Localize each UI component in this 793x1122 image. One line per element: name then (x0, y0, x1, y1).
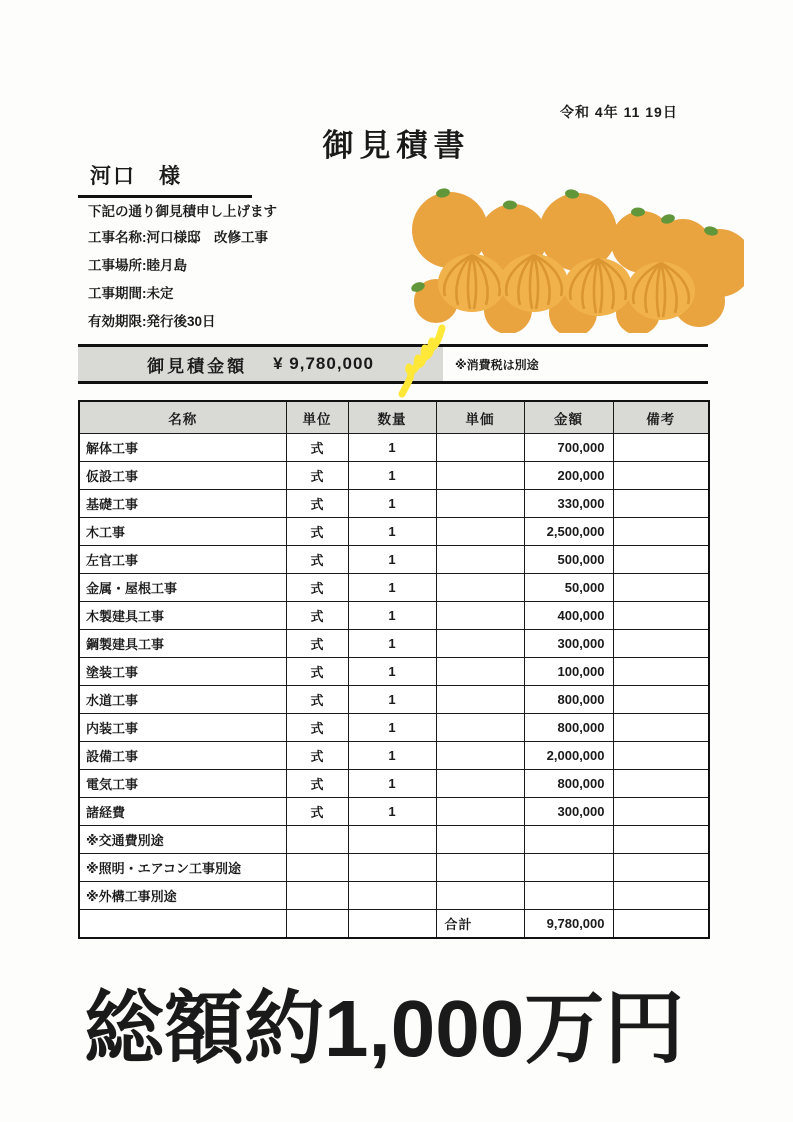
table-cell (613, 882, 709, 910)
table-cell: 式 (286, 462, 348, 490)
table-cell: 1 (348, 574, 436, 602)
table-cell (436, 602, 524, 630)
table-cell: 鋼製建具工事 (79, 630, 286, 658)
table-cell (436, 490, 524, 518)
table-cell (436, 798, 524, 826)
project-meta (88, 224, 268, 336)
table-row (79, 686, 709, 714)
table-cell: 800,000 (524, 686, 613, 714)
table-cell (613, 658, 709, 686)
col-header-unit-price: 単価 (436, 401, 524, 434)
table-cell: 330,000 (524, 490, 613, 518)
table-cell (286, 910, 348, 939)
table-cell: 1 (348, 770, 436, 798)
table-cell: 1 (348, 546, 436, 574)
meta-line-project: 工事名称:河口様邸 改修工事 (88, 230, 268, 245)
table-cell (613, 602, 709, 630)
table-row (79, 574, 709, 602)
table-cell (613, 910, 709, 939)
table-row (79, 658, 709, 686)
tax-note: ※消費税は別途 (455, 357, 539, 372)
table-cell: 合計 (436, 910, 524, 939)
table-cell: 式 (286, 658, 348, 686)
mandarin-oranges-illustration (410, 183, 744, 333)
table-cell: 300,000 (524, 630, 613, 658)
table-cell: ※照明・エアコン工事別途 (79, 854, 286, 882)
meta-line-period: 工事期間:未定 (88, 286, 174, 301)
table-cell (436, 630, 524, 658)
table-cell: 式 (286, 798, 348, 826)
table-cell (436, 826, 524, 854)
table-cell (613, 518, 709, 546)
table-cell: 1 (348, 462, 436, 490)
table-cell: 塗装工事 (79, 658, 286, 686)
table-cell: 1 (348, 798, 436, 826)
table-cell (436, 854, 524, 882)
table-cell: 500,000 (524, 546, 613, 574)
table-cell (613, 574, 709, 602)
table-cell: 式 (286, 546, 348, 574)
table-row (79, 714, 709, 742)
table-cell (613, 854, 709, 882)
table-cell: 700,000 (524, 434, 613, 462)
table-cell: 式 (286, 770, 348, 798)
table-cell: 1 (348, 518, 436, 546)
table-cell (613, 798, 709, 826)
col-header-remarks: 備考 (613, 401, 709, 434)
table-cell (436, 686, 524, 714)
table-cell (436, 770, 524, 798)
table-row (79, 826, 709, 854)
table-row (79, 854, 709, 882)
estimate-amount-label: 御見積金額 (147, 356, 248, 376)
table-cell (613, 434, 709, 462)
table-cell (436, 434, 524, 462)
table-cell: 木製建具工事 (79, 602, 286, 630)
table-cell: 式 (286, 686, 348, 714)
meta-line-location: 工事場所:睦月島 (88, 258, 187, 273)
table-cell (613, 770, 709, 798)
table-cell: 式 (286, 714, 348, 742)
table-cell (613, 546, 709, 574)
table-cell (436, 658, 524, 686)
meta-line-validity: 有効期限:発行後30日 (88, 314, 216, 329)
table-cell (348, 854, 436, 882)
table-cell: 400,000 (524, 602, 613, 630)
table-cell: 式 (286, 490, 348, 518)
table-cell: 1 (348, 742, 436, 770)
table-cell (613, 686, 709, 714)
table-cell (613, 462, 709, 490)
table-cell: 式 (286, 574, 348, 602)
table-cell: 諸経費 (79, 798, 286, 826)
table-cell (436, 574, 524, 602)
table-cell: 800,000 (524, 770, 613, 798)
table-cell: 式 (286, 602, 348, 630)
table-cell: 100,000 (524, 658, 613, 686)
table-cell (613, 630, 709, 658)
customer-name: 河口 様 (78, 160, 252, 198)
table-cell: 1 (348, 490, 436, 518)
table-cell (348, 882, 436, 910)
table-cell: 設備工事 (79, 742, 286, 770)
table-cell: 式 (286, 518, 348, 546)
table-cell: 50,000 (524, 574, 613, 602)
greeting-line: 下記の通り御見積申し上げます (88, 204, 277, 219)
table-cell: 左官工事 (79, 546, 286, 574)
table-row (79, 798, 709, 826)
col-header-unit: 単位 (286, 401, 348, 434)
estimate-table-body (79, 434, 709, 939)
table-cell (286, 882, 348, 910)
table-header-row (79, 401, 709, 434)
table-cell: 木工事 (79, 518, 286, 546)
table-cell: 1 (348, 658, 436, 686)
table-row (79, 546, 709, 574)
table-cell (286, 854, 348, 882)
table-cell (348, 826, 436, 854)
table-row (79, 462, 709, 490)
table-cell (524, 882, 613, 910)
table-row (79, 518, 709, 546)
issue-date: 令和 4年 11 19日 (560, 104, 678, 120)
table-row (79, 742, 709, 770)
table-cell: 1 (348, 714, 436, 742)
table-cell (436, 882, 524, 910)
table-row (79, 602, 709, 630)
table-cell: ※交通費別途 (79, 826, 286, 854)
table-cell: 200,000 (524, 462, 613, 490)
table-cell: 1 (348, 602, 436, 630)
table-cell: 2,000,000 (524, 742, 613, 770)
table-cell: 水道工事 (79, 686, 286, 714)
table-cell (524, 854, 613, 882)
table-row (79, 770, 709, 798)
table-cell: 1 (348, 630, 436, 658)
col-header-qty: 数量 (348, 401, 436, 434)
page-title: 御見積書 (322, 128, 471, 163)
table-cell: 300,000 (524, 798, 613, 826)
table-cell: 2,500,000 (524, 518, 613, 546)
table-row (79, 490, 709, 518)
table-cell: 1 (348, 434, 436, 462)
table-row (79, 434, 709, 462)
table-cell (613, 826, 709, 854)
table-cell: 内装工事 (79, 714, 286, 742)
col-header-name: 名称 (79, 401, 286, 434)
table-cell: 電気工事 (79, 770, 286, 798)
table-cell (613, 742, 709, 770)
table-cell: 仮設工事 (79, 462, 286, 490)
table-cell: 金属・屋根工事 (79, 574, 286, 602)
highlight-squiggle (392, 320, 454, 400)
table-cell (436, 546, 524, 574)
table-cell (286, 826, 348, 854)
table-cell (436, 518, 524, 546)
table-cell (348, 910, 436, 939)
table-cell: 解体工事 (79, 434, 286, 462)
estimate-amount-value: ¥ 9,780,000 (273, 354, 374, 373)
table-cell: 9,780,000 (524, 910, 613, 939)
table-row (79, 910, 709, 939)
table-cell: 800,000 (524, 714, 613, 742)
table-cell (436, 714, 524, 742)
table-row (79, 882, 709, 910)
estimate-table (78, 400, 710, 939)
table-cell (79, 910, 286, 939)
table-cell: 式 (286, 630, 348, 658)
table-cell (436, 742, 524, 770)
col-header-amount: 金額 (524, 401, 613, 434)
grand-total-text: 総額約1,000万円 (84, 984, 685, 1073)
table-cell: 式 (286, 742, 348, 770)
table-cell: ※外構工事別途 (79, 882, 286, 910)
table-cell: 基礎工事 (79, 490, 286, 518)
table-row (79, 630, 709, 658)
table-cell (613, 490, 709, 518)
table-cell: 1 (348, 686, 436, 714)
estimate-amount-section (78, 347, 443, 381)
table-cell (436, 462, 524, 490)
table-cell (524, 826, 613, 854)
table-cell: 式 (286, 434, 348, 462)
table-cell (613, 714, 709, 742)
